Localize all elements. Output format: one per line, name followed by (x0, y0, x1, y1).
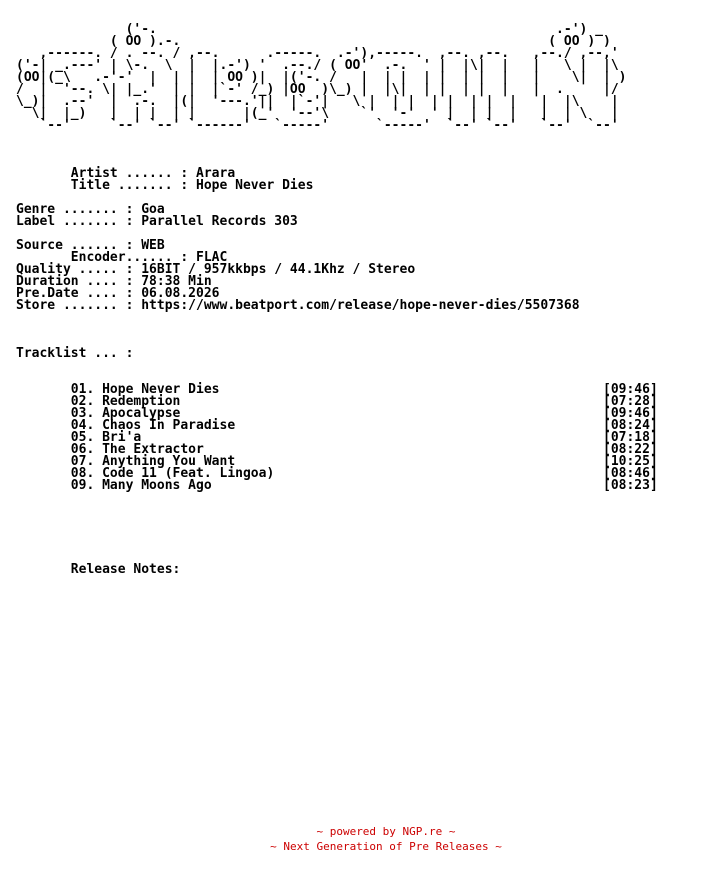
tagline-text: ~ Next Generation of Pre Releases ~ (270, 840, 502, 853)
nfo-content: ('-. .-') _ ( OO ).-. ( OO ) ) ,------. / . --. / ,--. .-----. .-'),-----. ,--. ,--. ,--./ ,--,' ('-| _.---' | \-. \ | |.-') ' .--./ ( OO' .-. ' | |\| | | \ | |\ (OO|(_\ .-'-' | | | | OO )| |('-. / | | | | | | | | | \| | ) / | '--. \| |_.' | | |`-' /_) |OO )\_) | |\| | | | | | | . |/ \_)| .--' | .-. |(| '---.'|| |`-'| \ | | | | | | | | | |\ | \| |_) | | | | | |(_' '--'\ `' '-' ' | | | | | | \ | `--' `--' `--' `------' `-----' `-----' `--' `--' `--' `--' Artist ...... : Arara Title ....... : Hope Never Dies Genre ....... : Goa Label ....... : Parallel Records 303 Source ...... : WEB Encoder...... : FLAC Quality ..... : 16BIT / 957kkbps / 44.1Khz / Stereo Duration .... : 78:38 Min Pre.Date .... : 06.08.2026 Store ....... : https://www.beatport.com/release/hope-never-dies/5507368 Tracklist ... : 01. Hope Never Dies [09:46] 02. Redemption [07:28] 03. Apocalypse [09:46] 04. Chaos In Paradise [08:24] 05. Bri'a [07:18] 06. The Extractor [08:22] 07. Anything You Want [10:25] 08. Code 11 (Feat. Lingoa) [08:46] 09. Many Moons Ago [08:23] Release Notes: (16, 22, 658, 577)
footer (0, 824, 712, 854)
powered-by-text: ~ powered by NGP.re ~ (316, 825, 456, 838)
